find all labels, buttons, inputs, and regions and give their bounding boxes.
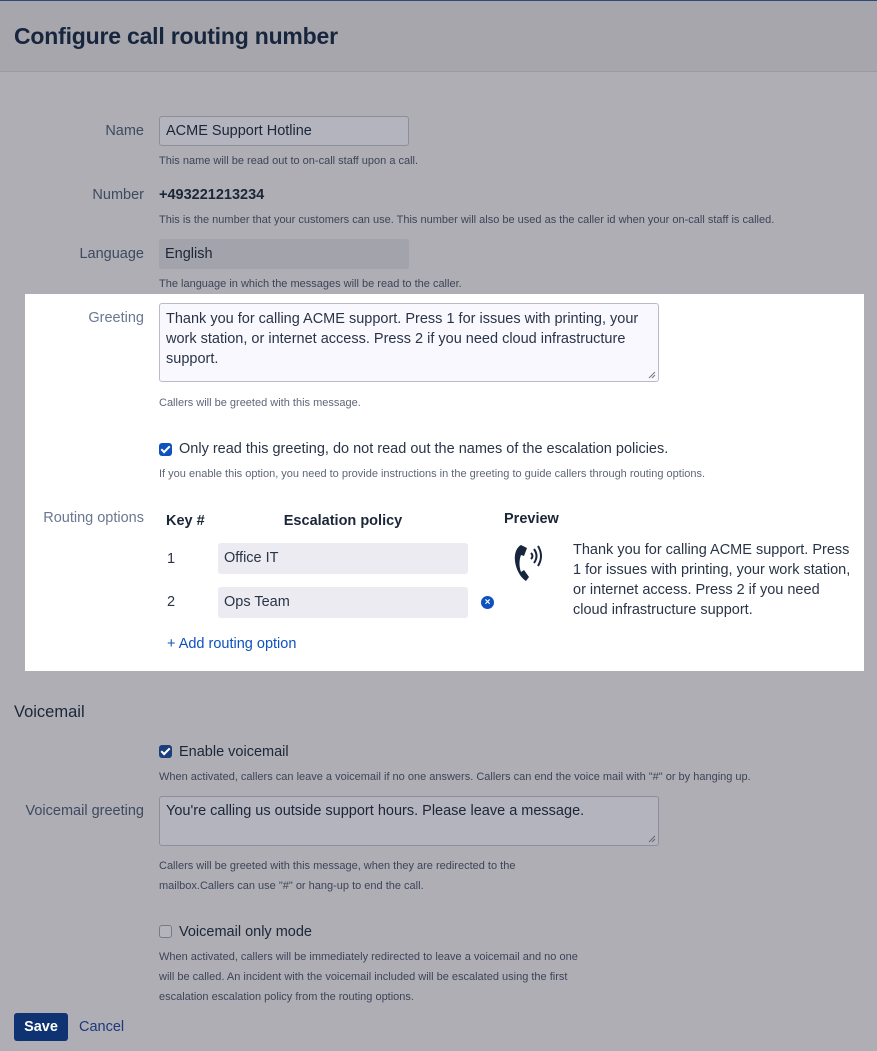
- enable-voicemail-label: Enable voicemail: [179, 744, 289, 760]
- greeting-help: Callers will be greeted with this message.: [159, 397, 361, 409]
- routing-policy-1[interactable]: Office IT: [218, 543, 468, 574]
- routing-options-label: Routing options: [43, 510, 144, 526]
- language-label: Language: [79, 246, 144, 262]
- routing-policy-2[interactable]: Ops Team: [218, 587, 468, 618]
- policy-column-header: Escalation policy: [283, 513, 403, 529]
- name-label: Name: [105, 123, 144, 139]
- voicemail-greeting-label: Voicemail greeting: [25, 803, 144, 819]
- name-input[interactable]: ACME Support Hotline: [159, 116, 409, 146]
- greeting-routing-panel: [25, 294, 864, 671]
- language-help: The language in which the messages will be read to the caller.: [159, 278, 462, 290]
- voicemail-greeting-help-2: mailbox.Callers can use "#" or hang-up to end the call.: [159, 880, 424, 892]
- voicemail-greeting-help-1: Callers will be greeted with this message, when they are redirected to the: [159, 860, 516, 872]
- voicemail-section-title: Voicemail: [14, 703, 85, 721]
- resize-handle-icon[interactable]: [648, 371, 656, 379]
- number-value: +493221213234: [159, 187, 265, 203]
- key-column-header: Key #: [166, 513, 205, 529]
- voicemail-greeting-textarea[interactable]: [159, 796, 659, 846]
- enable-voicemail-checkbox[interactable]: [159, 745, 172, 758]
- enable-voicemail-help: When activated, callers can leave a voicemail if no one answers. Callers can end the voice mail with "#" or by hanging up.: [159, 771, 751, 783]
- voicemail-only-mode-help-1: When activated, callers will be immediately redirected to leave a voicemail and no one: [159, 951, 578, 963]
- number-help: This is the number that your customers can use. This number will also be used as the caller id when your on-call staff is called.: [159, 214, 775, 226]
- save-button[interactable]: Save: [14, 1013, 68, 1041]
- page-header: [0, 1, 877, 72]
- number-label: Number: [92, 187, 144, 203]
- resize-handle-icon[interactable]: [648, 835, 656, 843]
- preview-text: Thank you for calling ACME support. Press 1 for issues with printing, your work station, or internet access. Press 2 if you need cloud infrastructure support.: [573, 542, 851, 618]
- routing-key-2: 2: [167, 594, 176, 610]
- preview-header: Preview: [504, 511, 559, 527]
- add-routing-option-link[interactable]: + Add routing option: [167, 636, 297, 652]
- remove-routing-option-close-icon[interactable]: ×: [481, 596, 494, 609]
- voicemail-only-mode-help-2: will be called. An incident with the voicemail included will be escalated using the first: [159, 971, 568, 983]
- greeting-label: Greeting: [88, 310, 144, 326]
- phone-ringing-icon: [512, 539, 548, 583]
- greeting-textarea[interactable]: [159, 303, 659, 382]
- language-select[interactable]: English: [159, 239, 409, 269]
- only-read-greeting-label: Only read this greeting, do not read out the names of the escalation policies.: [179, 441, 669, 457]
- page-title: Configure call routing number: [14, 23, 338, 49]
- name-help: This name will be read out to on-call staff upon a call.: [159, 155, 419, 167]
- routing-key-1: 1: [167, 551, 176, 567]
- greeting-text: Thank you for calling ACME support. Press 1 for issues with printing, your work station, or internet access. Press 2 if you need cloud infrastructure support.: [166, 311, 639, 367]
- voicemail-only-mode-help-3: escalation escalation policy from the routing options.: [159, 991, 414, 1003]
- voicemail-only-mode-label: Voicemail only mode: [179, 924, 312, 940]
- cancel-button[interactable]: Cancel: [79, 1019, 125, 1035]
- voicemail-greeting-text: You're calling us outside support hours. Please leave a message.: [166, 803, 585, 819]
- only-read-greeting-help: If you enable this option, you need to provide instructions in the greeting to guide callers through routing options.: [159, 468, 706, 480]
- only-read-greeting-checkbox[interactable]: [159, 443, 172, 456]
- voicemail-only-mode-checkbox[interactable]: [159, 925, 172, 938]
